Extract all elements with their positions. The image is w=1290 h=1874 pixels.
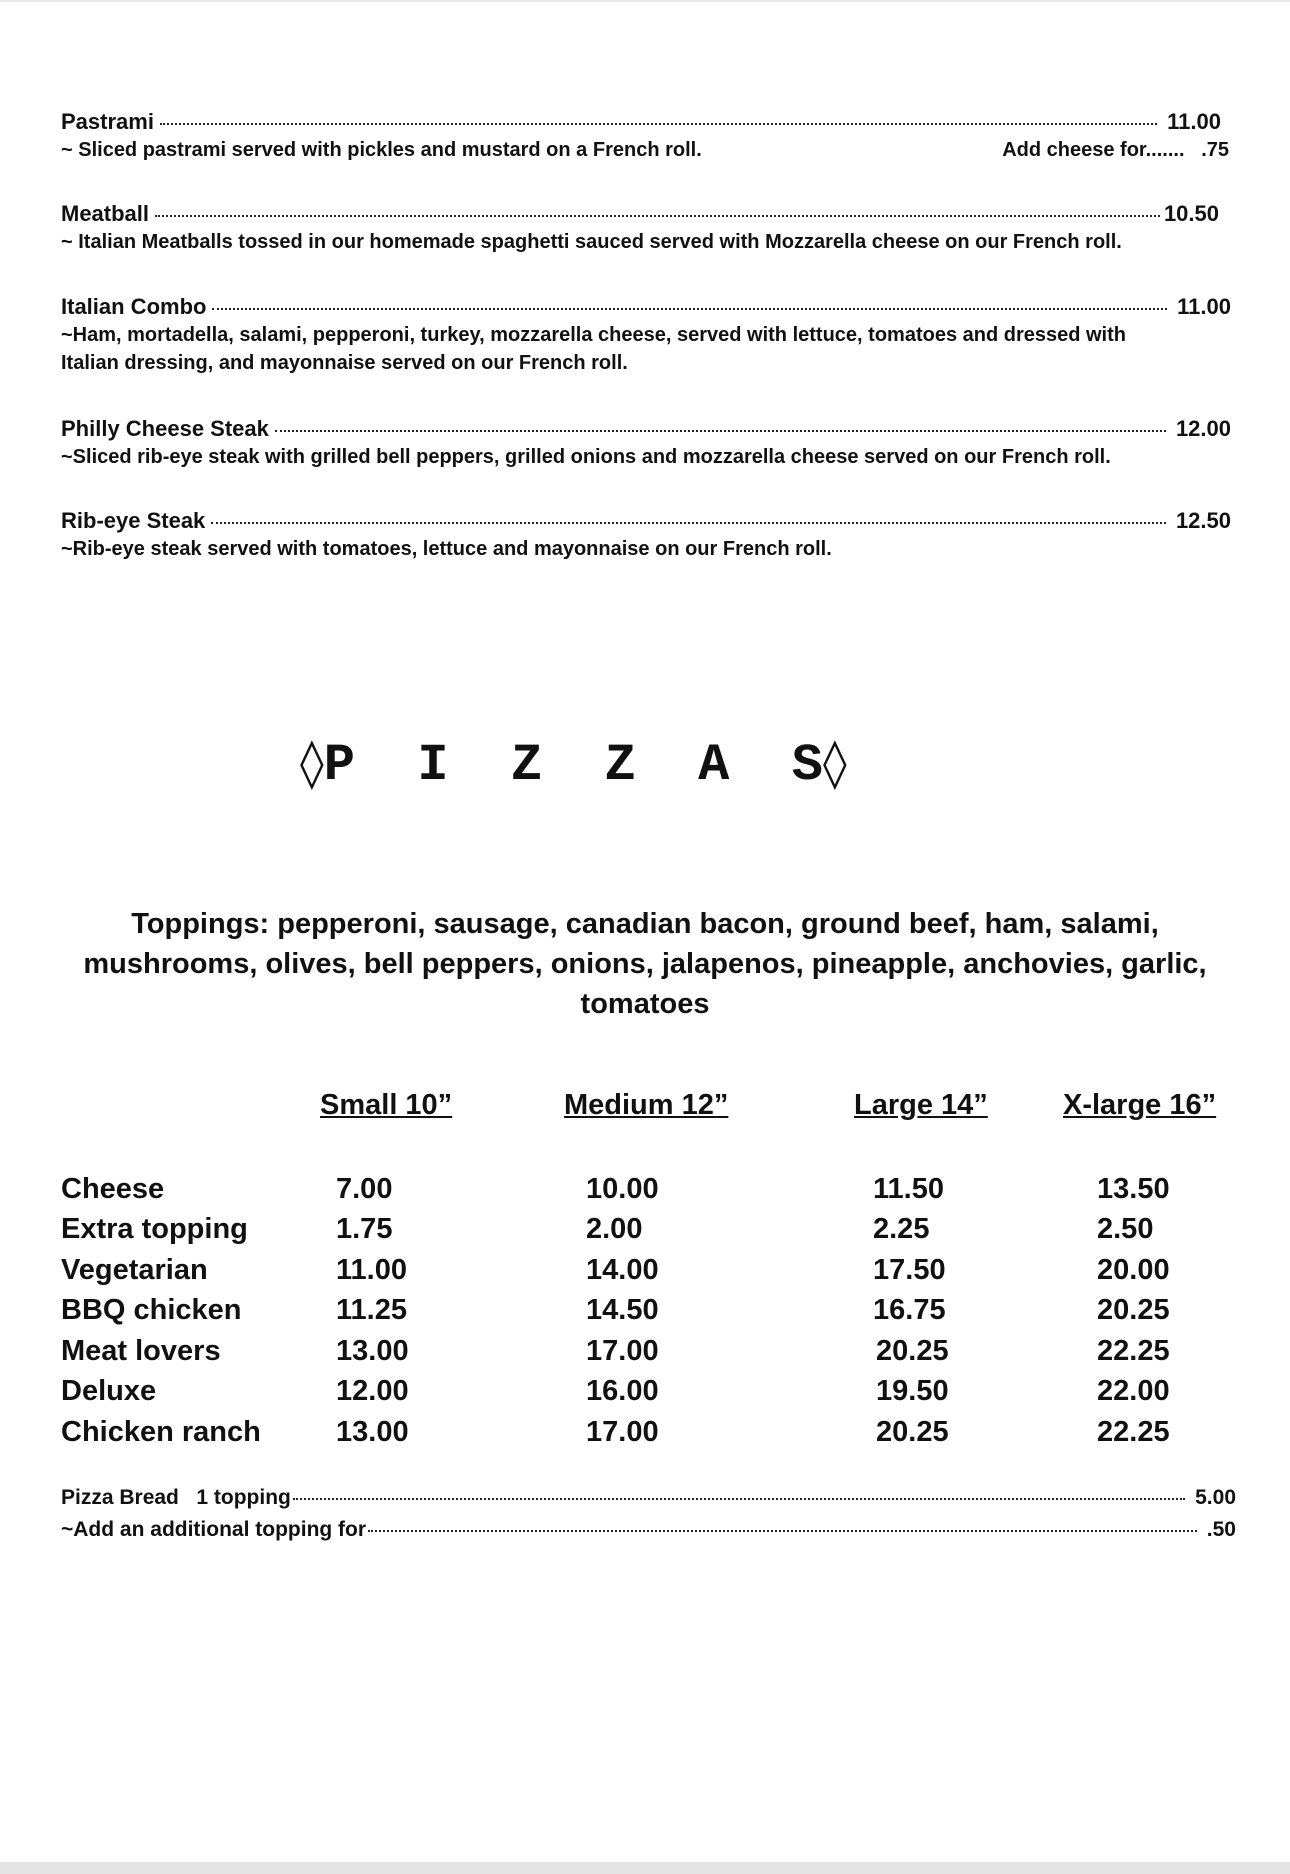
item-name: Pastrami [61, 109, 154, 134]
menu-item-meatball [61, 200, 1231, 256]
price-xlarge: 2.50 [1097, 1213, 1154, 1245]
price-small: 13.00 [336, 1335, 409, 1367]
item-price: 11.00 [1177, 294, 1231, 319]
dot-leader [155, 213, 1160, 217]
dot-leader [368, 1528, 1197, 1532]
dot-leader [211, 520, 1166, 524]
pizza-name: Deluxe [61, 1375, 157, 1407]
pizza-name: Cheese [61, 1173, 165, 1205]
price-small: 11.25 [336, 1294, 407, 1326]
menu-item-rib-eye-steak [61, 507, 1231, 563]
dot-leader [160, 121, 1157, 125]
price-small: 1.75 [336, 1213, 393, 1245]
diamond-left-icon: ◊ [300, 735, 324, 791]
item-name: Rib-eye Steak [61, 508, 206, 533]
item-name: Italian Combo [61, 294, 207, 319]
price-large: 17.50 [873, 1254, 946, 1286]
price-medium: 14.50 [586, 1294, 659, 1326]
price-medium: 10.00 [586, 1173, 659, 1205]
toppings-list: Toppings: pepperoni, sausage, canadian bacon, ground beef, ham, salami, mushrooms, olives, bell peppers, onions, jalapenos, pineapple, anchovies, garlic, tomatoes [83, 908, 1207, 1020]
price-small: 13.00 [336, 1416, 409, 1448]
pizza-name: BBQ chicken [61, 1294, 242, 1326]
pizzas-heading [300, 735, 847, 795]
menu-item-pastrami [61, 108, 1231, 164]
item-description: ~ Sliced pastrami served with pickles and mustard on a French roll. [61, 139, 702, 161]
pizza-name: Vegetarian [61, 1254, 208, 1286]
pizza-bread-price: 5.00 [1195, 1486, 1236, 1509]
price-small: 7.00 [336, 1173, 393, 1205]
price-medium: 17.00 [586, 1335, 659, 1367]
price-xlarge: 22.25 [1097, 1416, 1170, 1448]
additional-topping-price: .50 [1206, 1518, 1236, 1541]
menu-item-italian-combo [61, 293, 1231, 377]
pizza-name: Extra topping [61, 1213, 248, 1245]
size-header-large: Large 14” [854, 1089, 988, 1121]
price-large: 20.25 [876, 1335, 949, 1367]
size-header-xlarge: X-large 16” [1063, 1089, 1217, 1121]
pizza-bread-label: Pizza Bread 1 topping [61, 1486, 291, 1509]
bottom-edge [0, 1862, 1290, 1874]
pizza-bread [61, 1482, 1236, 1546]
item-description: ~Ham, mortadella, salami, pepperoni, turkey, mozzarella cheese, served with lettuce, tomatoes and dressed with Italian dressing, and mayonnaise served on our French roll. [61, 324, 1126, 374]
item-price: 12.50 [1175, 508, 1231, 533]
price-medium: 16.00 [586, 1375, 659, 1407]
menu-item-philly-cheese-steak [61, 415, 1231, 471]
pizza-name: Meat lovers [61, 1335, 221, 1367]
dot-leader [293, 1496, 1185, 1500]
price-large: 16.75 [873, 1294, 946, 1326]
additional-topping-label: ~Add an additional topping for [61, 1518, 367, 1541]
diamond-right-icon: ◊ [823, 735, 847, 791]
price-large: 19.50 [876, 1375, 949, 1407]
price-xlarge: 13.50 [1097, 1173, 1170, 1205]
addon-price: .75 [1201, 139, 1229, 161]
size-header-small: Small 10” [320, 1089, 453, 1121]
pizza-name: Chicken ranch [61, 1416, 261, 1448]
price-small: 11.00 [336, 1254, 407, 1286]
price-medium: 17.00 [586, 1416, 659, 1448]
item-price: 11.00 [1167, 109, 1221, 134]
item-price: 12.00 [1175, 416, 1231, 441]
price-large: 20.25 [876, 1416, 949, 1448]
item-price: 10.50 [1163, 201, 1219, 226]
top-edge [0, 0, 1290, 2]
price-xlarge: 22.00 [1097, 1375, 1170, 1407]
size-header-medium: Medium 12” [564, 1089, 729, 1121]
price-medium: 2.00 [586, 1213, 643, 1245]
pizzas-heading-text: P I Z Z A S [323, 736, 823, 795]
addon-label: Add cheese for....... [1002, 139, 1185, 161]
item-name: Philly Cheese Steak [61, 416, 269, 441]
add-cheese-option [1002, 136, 1229, 164]
dot-leader [275, 428, 1166, 432]
dot-leader [212, 306, 1167, 310]
price-large: 11.50 [873, 1173, 944, 1205]
price-large: 2.25 [873, 1213, 930, 1245]
item-name: Meatball [61, 201, 150, 226]
price-small: 12.00 [336, 1375, 409, 1407]
price-medium: 14.00 [586, 1254, 659, 1286]
price-xlarge: 20.25 [1097, 1294, 1170, 1326]
price-xlarge: 20.00 [1097, 1254, 1170, 1286]
item-description: ~Rib-eye steak served with tomatoes, lettuce and mayonnaise on our French roll. [61, 538, 832, 560]
item-description: ~Sliced rib-eye steak with grilled bell peppers, grilled onions and mozzarella cheese served on our French roll. [61, 446, 1111, 468]
price-xlarge: 22.25 [1097, 1335, 1170, 1367]
item-description: ~ Italian Meatballs tossed in our homemade spaghetti sauced served with Mozzarella cheese on our French roll. [61, 231, 1122, 253]
